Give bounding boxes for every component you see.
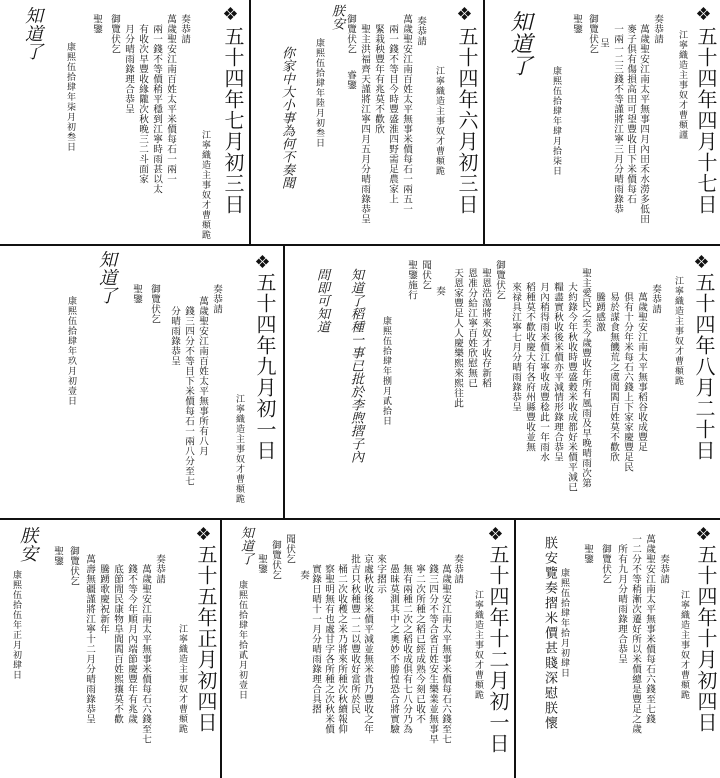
memorial-yulan: 御覽伏乞 (149, 284, 160, 324)
memorial-body-line-3: 所有九月分晴雨錄理合恭呈 (616, 544, 627, 664)
memorial-zou-2: 奏 (298, 570, 309, 580)
memorial-zou: 奏恭請 (179, 14, 190, 44)
memorial-yulan: 御覽伏乞 (600, 544, 611, 584)
memorial-body-line-1: 萬歲聖安江南百姓太平無事所有八月 (197, 296, 208, 456)
memorial-date: 五十四年十二月初一日 (486, 544, 510, 754)
memorial-zou: 奏恭請 (452, 554, 463, 584)
vermilion-rescript: 朕安覽奏摺米價甚賤深慰朕懷 (542, 536, 557, 731)
memorial-body-line-3: 底節閒民康物阜閭閻百姓熙攘莫不歡 (112, 564, 123, 724)
memorial-panel-jun-03 (251, 0, 483, 244)
memorial-body-line-8: 批吉只秋種豐一二以豐收好當所於民 (349, 554, 360, 714)
memorial-zou-2: 奏 (434, 286, 445, 296)
vermilion-rescript: 朕安 (17, 526, 38, 562)
memorial-body-line-1: 萬歲聖安江南太平無事米價每石六錢至七 (140, 564, 151, 744)
memorial-body-line-10: 察聖明無有也處甘字各所種之次秋米價 (323, 564, 334, 734)
memorial-date: 五十四年八月二十日 (692, 272, 716, 461)
memorial-extra-line-3: 天恩家豐足人人慶樂熙來熙往此 (452, 268, 463, 408)
memorial-body-line-2: 一二分不等稍漸次遷好所以米價總是豐足之歲 (630, 534, 641, 734)
memorial-shengjian: 聖鑒 (131, 284, 142, 304)
memorial-date: 五十四年六月初三日 (455, 26, 479, 215)
memorial-body-line-4: 騰踴感激 (594, 292, 605, 332)
memorial-body-line-2: 錢不等今年順月內端節慶豐年有兆歲 (126, 564, 137, 724)
memorial-panel-jan-04 (0, 520, 220, 778)
memorial-body-line-4: 騰踴歌慶祝新年 (98, 564, 109, 634)
memorial-date: 五十四年四月十七日 (694, 26, 718, 215)
memorial-yulan: 御覽伏乞 (270, 540, 281, 580)
memorial-extra-line-2: 恩准分給江寧百姓欣慰無已 (466, 268, 477, 388)
diamond-icon: ❖ (252, 252, 273, 273)
memorial-body-line-2: 俱有十分年米每石六錢上下家家慶豐足民 (622, 292, 633, 472)
vermilion-rescript-2: 問即可知道 (314, 268, 329, 333)
memorial-body-line-4: 聖主洪福齊天謹將江寧四月五月分晴雨錄恭呈 (359, 24, 370, 224)
diamond-icon: ❖ (485, 524, 506, 545)
memorial-body-line-5: 聖主愛民之至今歲豐收年所有風雨及早晚晴雨次第 (580, 268, 591, 488)
diamond-icon: ❖ (193, 524, 214, 545)
memorial-zou: 奏恭請 (154, 554, 165, 584)
memorial-panel-oct-04 (516, 520, 720, 778)
memorial-sender: 江寧織造主事奴才曹頫跪 (673, 276, 683, 386)
memorial-body-line-2: 錢三四分不等合省百姓安生樂業並無事早 (427, 564, 438, 744)
memorial-shengjian: 聖鑒施行 (406, 260, 417, 300)
memorial-body-line-4: 呈 (598, 38, 609, 48)
memorial-yulan: 御覽伏乞 (494, 260, 505, 300)
memorial-body-line-4: 無有兩種二次之稻收成俱有七八分乃為 (401, 564, 412, 734)
memorial-body-line-3: 有收次早豐收緣隴次秋晚三二斗面家 (137, 24, 148, 184)
memorial-body-line-1: 萬歲聖安江南太平無事米價每石六錢至七錢 (644, 534, 655, 724)
memorial-zou: 奏恭請 (650, 284, 661, 314)
memorial-sender: 江寧織造主事奴才曹頫謹 (677, 30, 687, 140)
diamond-icon: ❖ (220, 4, 241, 25)
memorial-lan: 聞伏乞 (284, 534, 295, 564)
memorial-body-line-4: 月分晴雨錄理合恭呈 (123, 24, 134, 114)
memorial-date: 五十四年十月初四日 (694, 544, 718, 733)
memorial-body-line-3: 易於謀食無饑荒之虞閭閻百姓莫不歡欣 (608, 292, 619, 462)
memorial-body-line-6: 來字摺示 (375, 554, 386, 594)
memorial-sender: 江寧織造主事奴才曹頫跪 (200, 130, 210, 240)
memorial-sender: 江寧織造主事奴才曹頫跪 (234, 394, 244, 504)
memorial-reign-date: 康熙伍拾伍年正月初肆日 (11, 570, 21, 680)
memorial-shengjian: 聖鑒 (91, 14, 102, 34)
memorial-body-line-1: 萬歲聖安江南百姓太平無事米價每石一兩五一 (401, 14, 412, 214)
memorial-body-line-7: 京處秋收後米價平減並無米貴乃豐收之年 (362, 554, 373, 734)
diamond-icon: ❖ (691, 252, 712, 273)
vermilion-rescript: 你家中大小事為何不奏聞 (279, 46, 294, 189)
memorial-body-line-7: 糧盡實秋收後米價亦平減情形錄理合恭呈 (552, 282, 563, 462)
diamond-icon: ❖ (693, 4, 714, 25)
memorial-yulan: 御覽伏乞 (109, 14, 120, 54)
memorial-extra-line-1: 聖恩浩蕩將來奴才收存新稻 (480, 268, 491, 388)
vermilion-rescript: 知道了稻種一事已批於李煦摺子內 (348, 268, 363, 463)
memorial-body-line-2: 兩一錢不等價稍平穩到江寧時雨甚以太 (151, 24, 162, 194)
memorial-shengjian: 睿鑒 (345, 70, 356, 90)
diamond-icon: ❖ (454, 4, 475, 25)
memorial-body-line-10: 來禄具江寧七月分晴雨錄恭呈 (510, 282, 521, 412)
vermilion-rescript: 知道了 (507, 10, 532, 76)
memorial-reign-date: 康熙伍拾肆年肆月拾柒日 (551, 66, 561, 176)
memorial-body-line-9: 稻種莫不歡收慶大有各府州縣豐收並無 (524, 282, 535, 452)
memorial-shengjian: 聖鑒 (571, 14, 582, 34)
memorial-date: 五十四年七月初三日 (221, 26, 245, 215)
memorial-body-line-1: 萬歲聖安江南百姓太平米價每石一兩一 (165, 14, 176, 184)
vermilion-rescript: 知道了 (96, 250, 117, 304)
memorial-sender: 江寧織造主事奴才曹頫跪 (177, 624, 187, 734)
memorial-body-line-9: 桶二次收穫之米乃將來所種次秋續報仰 (336, 564, 347, 734)
memorial-body-line-2: 麥子俱有傷損高田可望豐收目下米價每石 (625, 24, 636, 204)
memorial-lan: 聞伏乞 (420, 260, 431, 290)
memorial-reign-date: 康熙伍拾肆年玖月初壹日 (66, 296, 76, 406)
vermilion-rescript: 知道了 (238, 526, 253, 565)
memorial-date: 五十五年正月初四日 (194, 544, 218, 733)
memorial-zou: 奏恭請 (658, 554, 669, 584)
memorial-body-line-6: 大約錄今年秋收時豐盛穀米收成都好米價平減已 (566, 282, 577, 492)
memorial-zou: 奏恭請 (211, 284, 222, 314)
memorial-body-line-1: 萬歲聖安江南太平無事米價每石六錢至七 (440, 564, 451, 744)
memorial-panel-aug-20 (285, 246, 720, 518)
memorial-panel-jul-03 (0, 0, 249, 244)
memorial-reign-date: 康熙伍拾肆年捌月貳拾日 (381, 316, 391, 426)
vermilion-rescript: 知道了 (22, 6, 43, 60)
memorial-panel-apr-17 (485, 0, 720, 244)
memorial-body-line-3: 寧二次所種之稻已經成熟今刻已收不 (414, 564, 425, 724)
memorial-reign-date: 康熙伍拾肆年陸月初叁日 (314, 38, 324, 148)
memorial-sender: 江寧織造主事奴才曹頫跪 (473, 590, 483, 700)
memorial-body-line-3: 分晴雨錄恭呈 (169, 306, 180, 366)
memorial-shengjian: 聖鑒 (582, 544, 593, 564)
memorial-reign-date: 康熙伍拾肆年柒月初叁日 (65, 42, 75, 152)
memorial-sender: 江寧織造主事奴才曹頫跪 (434, 66, 444, 176)
memorial-yulan: 御覽伏乞 (345, 14, 356, 54)
memorial-body-line-1: 萬歲聖安江南太平無事稻谷收成豐足 (636, 292, 647, 452)
memorial-body-line-3: 一兩一二三錢不等謹將江寧三月分晴雨錄恭 (612, 24, 623, 214)
memorial-body-line-8: 月內稍得雨米價江寧收成豐稔此一年雨水 (538, 282, 549, 462)
memorial-body-line-5: 愚昧莫測其中之奧妙不勝惶恐合將實驗 (388, 564, 399, 734)
memorial-yulan: 御覽伏乞 (68, 546, 79, 586)
memorial-body-line-11: 實錄日晴十一月分晴雨錄理合具摺 (310, 564, 321, 714)
memorial-body-line-5: 萬壽無疆謹將江寧十二月分晴雨錄恭呈 (84, 554, 95, 724)
memorial-zou: 奏恭請 (652, 14, 663, 44)
memorial-sender: 江寧織造主事奴才曹頫跪 (679, 590, 689, 700)
vermilion-rescript-head: 朕安 (329, 4, 344, 30)
memorial-panel-dec-01 (222, 520, 514, 778)
diamond-icon: ❖ (693, 524, 714, 545)
memorial-reign-date: 康熙伍拾肆年拾月初肆日 (559, 568, 569, 678)
memorial-yulan: 御覽伏乞 (587, 14, 598, 54)
memorial-shengjian: 聖鑒 (256, 554, 267, 574)
memorial-shengjian: 聖鑒 (52, 546, 63, 566)
memorial-panel-sep-01 (0, 246, 283, 518)
memorial-body-line-2: 兩一錢不等目今時豐盛淮四野需足農家上 (387, 24, 398, 204)
memorial-reign-date: 康熙伍拾肆年拾貳月初壹日 (237, 580, 247, 700)
memorial-body-line-3: 緊栽秧豐年有兆莫不歡欣 (373, 24, 384, 134)
memorial-body-line-2: 錢三四分不等目下米價每石一兩八分至七 (183, 306, 194, 486)
memorial-zou: 奏恭請 (415, 16, 426, 46)
memorial-body-line-1: 萬歲聖安江南太平無事四月內田禾水澇多低田 (638, 24, 649, 224)
memorial-date: 五十四年九月初一日 (253, 272, 277, 461)
